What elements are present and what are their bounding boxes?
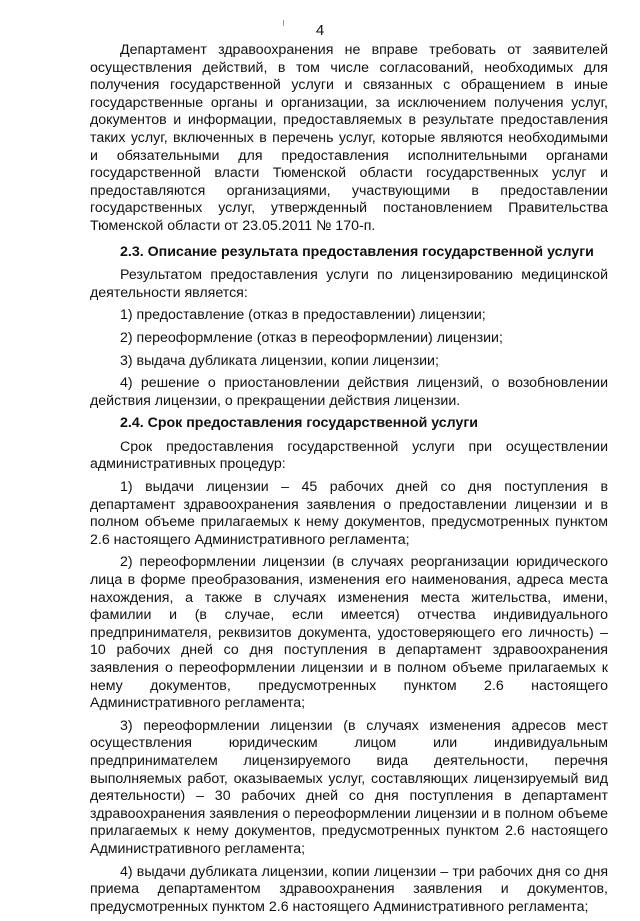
scan-mark [283, 20, 284, 26]
list-item-result-1: 1) предоставление (отказ в предоставлении) лицензии; [120, 307, 486, 324]
list-item-term-1: 1) выдачи лицензии – 45 рабочих дней со дня поступления в департамент здравоохранения заявления о предоставлении лицензии и в полном объеме прилагаемых к нему документов, предусмотренных пунктом 2.6 настоящего Административного регламента; [90, 479, 608, 548]
list-item-result-2: 2) переоформление (отказ в переоформлении) лицензии; [120, 329, 503, 346]
paragraph-result-intro: Результатом предоставления услуги по лицензированию медицинской деятельности является: [90, 267, 608, 301]
page-number: 4 [315, 22, 325, 39]
list-item-term-3: 3) переоформлении лицензии (в случаях изменения адресов мест осуществления юридическим лицом или индивидуальным предпринимателем лицензируемого вида деятельности, перечня выполняемых работ, оказываемых услуг, составляющих лицензируемый вид деятельности) – 30 рабочих дней со дня поступления в департамент здравоохранения заявления о переоформлении лицензии и в полном объеме прилагаемых к нему документов, предусмотренных пунктом 2.6 настоящего Административного регламента; [90, 717, 608, 857]
list-item-result-3: 3) выдача дубликата лицензии, копии лицензии; [120, 352, 439, 369]
document-body [90, 42, 608, 921]
list-item-term-4: 4) выдачи дубликата лицензии, копии лицензии – три рабочих дня со дня приема департаментом здравоохранения заявления и документов, предусмотренных пунктом 2.6 настоящего Административного регламента; [90, 863, 608, 915]
paragraph-term-intro: Срок предоставления государственной услуги при осуществлении административных процедур: [90, 438, 608, 473]
list-item-term-2: 2) переоформлении лицензии (в случаях реорганизации юридического лица в форме преобразования, изменения его наименования, адреса места нахождения, а также в случаях изменения места жительства, имени, фамилии и (в случае, если имеется) отчества индивидуального предпринимателя, реквизитов документа, удостоверяющего его личность) – 10 рабочих дней со дня поступления в департамент здравоохранения заявления о переоформлении лицензии и в полном объеме прилагаемых к нему документов, предусмотренных пунктом 2.6 настоящего Административного регламента; [90, 554, 608, 712]
section-heading-2-4: 2.4. Срок предоставления государственной услуги [120, 415, 479, 432]
paragraph-requirements: Департамент здравоохранения не вправе требовать от заявителей осуществления действий, в том числе согласований, необходимых для получения государственной услуги и связанных с обращением в иные государственные органы и организации, за исключением получения услуг, документов и информации, предоставляемых в результате предоставления таких услуг, включенных в перечень услуг, которые являются необходимыми и обязательными для предоставления исполнительными органами государственной власти Тюменской области государственных услуг и предоставляются организациями, участвующими в предоставлении государственных услуг, утвержденный постановлением Правительства Тюменской области от 23.05.2011 № 170-п. [90, 42, 608, 234]
section-heading-2-3: 2.3. Описание результата предоставления государственной услуги [120, 243, 594, 260]
list-item-result-4: 4) решение о приостановлении действия лицензий, о возобновлении действия лицензии, о прекращении действия лицензии. [90, 375, 608, 409]
